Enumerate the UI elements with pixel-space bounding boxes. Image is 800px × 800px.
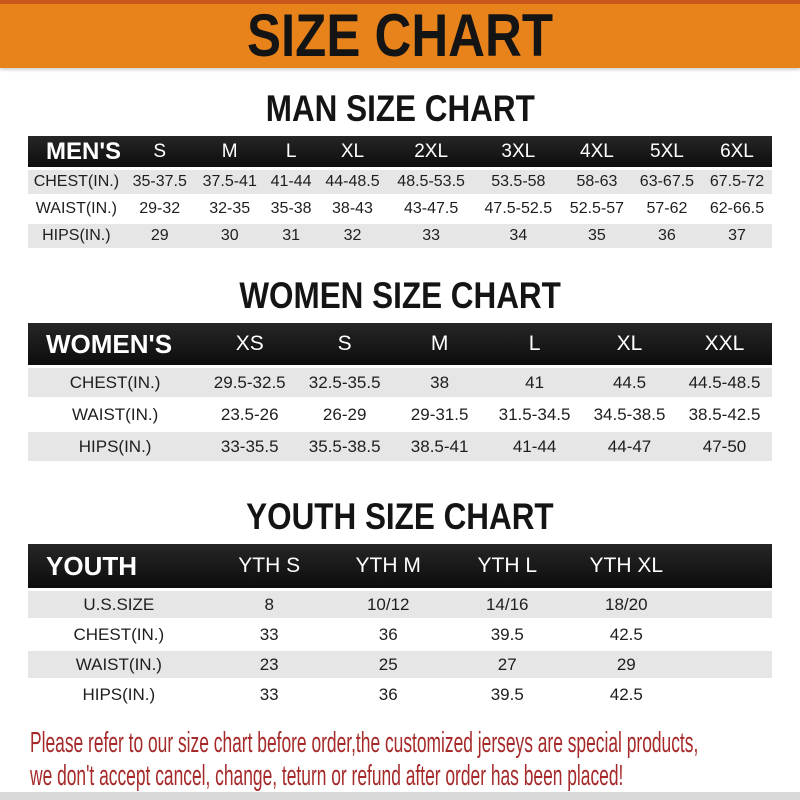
- column-header: XL: [582, 323, 677, 365]
- youth-section-title-text: YOUTH SIZE CHART: [246, 496, 554, 537]
- column-header: XS: [202, 323, 297, 365]
- table-cell: 26-29: [322, 404, 367, 424]
- column-header: 3XL: [475, 136, 562, 167]
- table-cell: 32-35: [209, 200, 251, 217]
- youth-section-title: [0, 498, 800, 536]
- table-corner-label: MEN'S: [28, 136, 125, 167]
- row-label: WAIST(IN.): [35, 200, 117, 217]
- row-label: CHEST(IN.): [69, 372, 161, 392]
- table-cell: 32: [343, 227, 362, 244]
- table-cell: 29-32: [139, 200, 181, 217]
- note-line-1: Please refer to our size chart before order,the customized jerseys are special products,: [30, 727, 699, 759]
- table-cell: 39.5: [490, 624, 524, 644]
- table-cell: 47-50: [702, 436, 747, 456]
- man-section-title: [0, 90, 800, 128]
- row-label: CHEST(IN.): [33, 173, 120, 190]
- table-cell: 42.5: [609, 624, 643, 644]
- row-label: WAIST(IN.): [75, 654, 162, 674]
- column-header: 6XL: [702, 136, 772, 167]
- footer-strip: [0, 792, 800, 800]
- table-cell: 38: [430, 372, 450, 392]
- table-cell: 44.5: [612, 372, 647, 392]
- women-size-table: [28, 320, 772, 464]
- table-cell: 14/16: [485, 594, 529, 614]
- filler-cell: [686, 621, 772, 648]
- filler-cell: [686, 651, 772, 678]
- column-header: 4XL: [562, 136, 632, 167]
- table-cell: 33: [422, 227, 440, 244]
- table-cell: 41-44: [270, 173, 312, 190]
- table-cell: 30: [220, 227, 239, 244]
- column-header: YTH XL: [567, 544, 686, 588]
- table-cell: 25: [378, 654, 398, 674]
- row-label: HIPS(IN.): [82, 684, 156, 704]
- size-chart-banner: [0, 0, 800, 68]
- column-header: YTH L: [448, 544, 567, 588]
- table-cell: 36: [378, 684, 398, 704]
- table-cell: 53.5-58: [491, 173, 546, 190]
- table-row: [28, 591, 772, 618]
- table-cell: 35: [588, 227, 606, 244]
- table-cell: 38.5-42.5: [688, 404, 761, 424]
- table-header-row: [28, 136, 772, 167]
- note-line-2: we don't accept cancel, change, teturn or refund after order has been placed!: [30, 760, 624, 792]
- table-cell: 29.5-32.5: [213, 372, 286, 392]
- table-cell: 23: [259, 654, 279, 674]
- table-cell: 31: [282, 227, 300, 244]
- column-header: XL: [318, 136, 388, 167]
- table-cell: 35-37.5: [132, 173, 187, 190]
- table-cell: 41: [525, 372, 545, 392]
- table-cell: 57-62: [646, 200, 688, 217]
- column-header: XXL: [677, 323, 772, 365]
- table-cell: 31.5-34.5: [498, 404, 571, 424]
- table-cell: 58-63: [576, 173, 618, 190]
- table-cell: 35.5-38.5: [308, 436, 381, 456]
- table-cell: 34: [509, 227, 528, 244]
- table-cell: 48.5-53.5: [397, 173, 465, 190]
- table-cell: 29-31.5: [410, 404, 469, 424]
- table-cell: 29: [150, 227, 169, 244]
- table-cell: 8: [264, 594, 274, 614]
- table-cell: 38.5-41: [410, 436, 469, 456]
- table-row: [28, 368, 772, 397]
- women-section-title: [0, 277, 800, 315]
- table-cell: 38-43: [332, 200, 373, 217]
- men-size-table: [28, 133, 772, 251]
- table-row: [28, 681, 772, 708]
- table-cell: 18/20: [605, 594, 648, 614]
- table-cell: 47.5-52.5: [484, 200, 553, 217]
- filler-cell: [686, 681, 772, 708]
- table-cell: 37.5-41: [202, 173, 257, 190]
- column-header: S: [125, 136, 195, 167]
- row-label: WAIST(IN.): [71, 404, 159, 424]
- man-section-title-text: MAN SIZE CHART: [265, 88, 535, 129]
- table-cell: 36: [378, 624, 398, 644]
- table-cell: 29: [616, 654, 636, 674]
- filler-cell: [686, 544, 772, 588]
- row-label: U.S.SIZE: [83, 594, 155, 614]
- table-cell: 10/12: [366, 594, 410, 614]
- table-row: [28, 621, 772, 648]
- column-header: 5XL: [632, 136, 702, 167]
- row-label: HIPS(IN.): [42, 227, 111, 244]
- table-cell: 63-67.5: [639, 173, 695, 190]
- column-header: S: [297, 323, 392, 365]
- table-cell: 36: [658, 227, 676, 244]
- column-header: L: [487, 323, 582, 365]
- table-row: [28, 224, 772, 248]
- table-row: [28, 432, 772, 461]
- table-row: [28, 651, 772, 678]
- column-header: M: [195, 136, 265, 167]
- table-cell: 33-35.5: [220, 436, 279, 456]
- column-header: YTH S: [210, 544, 329, 588]
- table-cell: 44.5-48.5: [688, 372, 761, 392]
- table-header-row: [28, 323, 772, 365]
- table-cell: 41-44: [512, 436, 557, 456]
- table-cell: 27: [497, 654, 517, 674]
- table-cell: 34.5-38.5: [593, 404, 666, 424]
- order-policy-note: [30, 727, 800, 793]
- table-cell: 33: [259, 624, 279, 644]
- table-row: [28, 400, 772, 429]
- column-header: YTH M: [329, 544, 448, 588]
- table-cell: 37: [728, 227, 746, 244]
- table-corner-label: YOUTH: [28, 544, 210, 588]
- column-header: M: [392, 323, 487, 365]
- women-section-title-text: WOMEN SIZE CHART: [239, 275, 561, 316]
- table-cell: 43-47.5: [403, 200, 459, 217]
- table-cell: 42.5: [609, 684, 643, 704]
- table-cell: 39.5: [490, 684, 524, 704]
- table-cell: 23.5-26: [220, 404, 279, 424]
- table-row: [28, 197, 772, 221]
- table-cell: 52.5-57: [569, 200, 625, 217]
- table-corner-label: WOMEN'S: [28, 323, 202, 365]
- column-header: 2XL: [388, 136, 475, 167]
- banner-title: SIZE CHART: [247, 2, 553, 69]
- table-row: [28, 170, 772, 194]
- table-cell: 62-66.5: [709, 200, 765, 217]
- row-label: CHEST(IN.): [73, 624, 165, 644]
- table-header-row: [28, 544, 772, 588]
- table-cell: 44-48.5: [325, 173, 380, 190]
- table-cell: 44-47: [607, 436, 652, 456]
- table-cell: 67.5-72: [709, 173, 765, 190]
- column-header: L: [265, 136, 318, 167]
- table-cell: 35-38: [270, 200, 312, 217]
- filler-cell: [686, 591, 772, 618]
- table-cell: 33: [259, 684, 279, 704]
- youth-size-table: [28, 541, 772, 711]
- row-label: HIPS(IN.): [78, 436, 152, 456]
- table-cell: 32.5-35.5: [308, 372, 381, 392]
